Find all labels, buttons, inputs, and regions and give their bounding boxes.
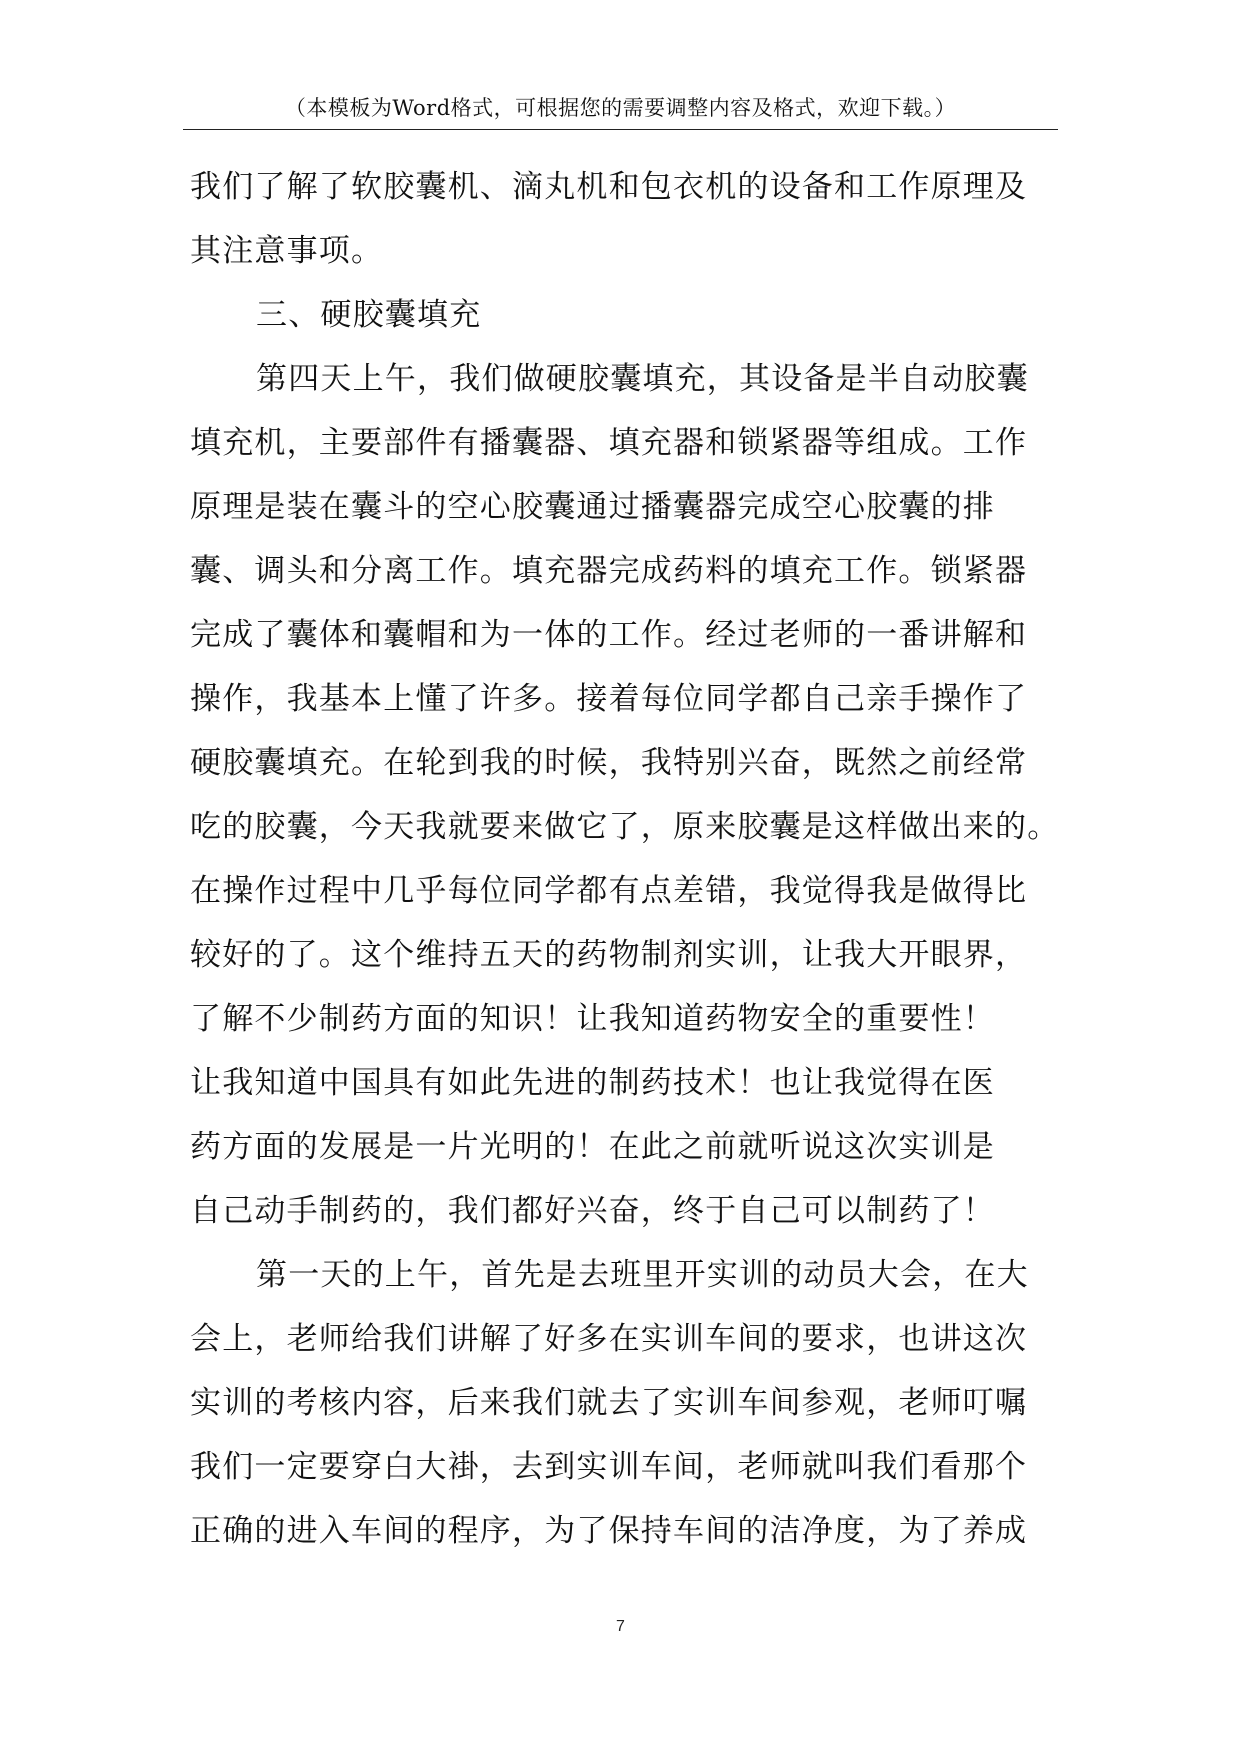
body-line: 第一天的上午，首先是去班里开实训的动员大会，在大 xyxy=(256,1257,1029,1293)
body-line: 自己动手制药的，我们都好兴奋，终于自己可以制药了！ xyxy=(190,1193,995,1229)
document-header-note: （本模板为Word格式，可根据您的需要调整内容及格式，欢迎下载。） xyxy=(284,96,957,120)
body-line: 会上，老师给我们讲解了好多在实训车间的要求，也讲这次 xyxy=(190,1321,1028,1357)
body-line: 实训的考核内容，后来我们就去了实训车间参观，老师叮嘱 xyxy=(190,1385,1028,1421)
body-line: 让我知道中国具有如此先进的制药技术！也让我觉得在医 xyxy=(190,1065,995,1101)
body-line: 硬胶囊填充。在轮到我的时候，我特别兴奋，既然之前经常 xyxy=(190,745,1028,781)
body-line: 填充机，主要部件有播囊器、填充器和锁紧器等组成。工作 xyxy=(190,425,1028,461)
body-line: 完成了囊体和囊帽和为一体的工作。经过老师的一番讲解和 xyxy=(190,617,1028,653)
body-line: 操作，我基本上懂了许多。接着每位同学都自己亲手操作了 xyxy=(190,681,1028,717)
page-number: 7 xyxy=(616,1618,625,1635)
body-line: 正确的进入车间的程序，为了保持车间的洁净度，为了养成 xyxy=(190,1513,1028,1549)
body-line: 原理是装在囊斗的空心胶囊通过播囊器完成空心胶囊的排 xyxy=(190,489,995,525)
header-divider xyxy=(183,129,1058,130)
body-line: 我们一定要穿白大褂，去到实训车间，老师就叫我们看那个 xyxy=(190,1449,1028,1485)
section-heading: 三、硬胶囊填充 xyxy=(256,297,482,333)
body-line: 其注意事项。 xyxy=(190,233,384,269)
document-body xyxy=(190,155,1070,1563)
body-line: 囊、调头和分离工作。填充器完成药料的填充工作。锁紧器 xyxy=(190,553,1028,589)
body-line: 药方面的发展是一片光明的！在此之前就听说这次实训是 xyxy=(190,1129,995,1165)
body-line: 第四天上午，我们做硬胶囊填充，其设备是半自动胶囊 xyxy=(256,361,1029,397)
body-line: 我们了解了软胶囊机、滴丸机和包衣机的设备和工作原理及 xyxy=(190,169,1028,205)
body-line: 吃的胶囊，今天我就要来做它了，原来胶囊是这样做出来的。 xyxy=(190,809,1060,845)
body-line: 了解不少制药方面的知识！让我知道药物安全的重要性！ xyxy=(190,1001,995,1037)
body-line: 较好的了。这个维持五天的药物制剂实训，让我大开眼界， xyxy=(190,937,1028,973)
body-line: 在操作过程中几乎每位同学都有点差错，我觉得我是做得比 xyxy=(190,873,1028,909)
